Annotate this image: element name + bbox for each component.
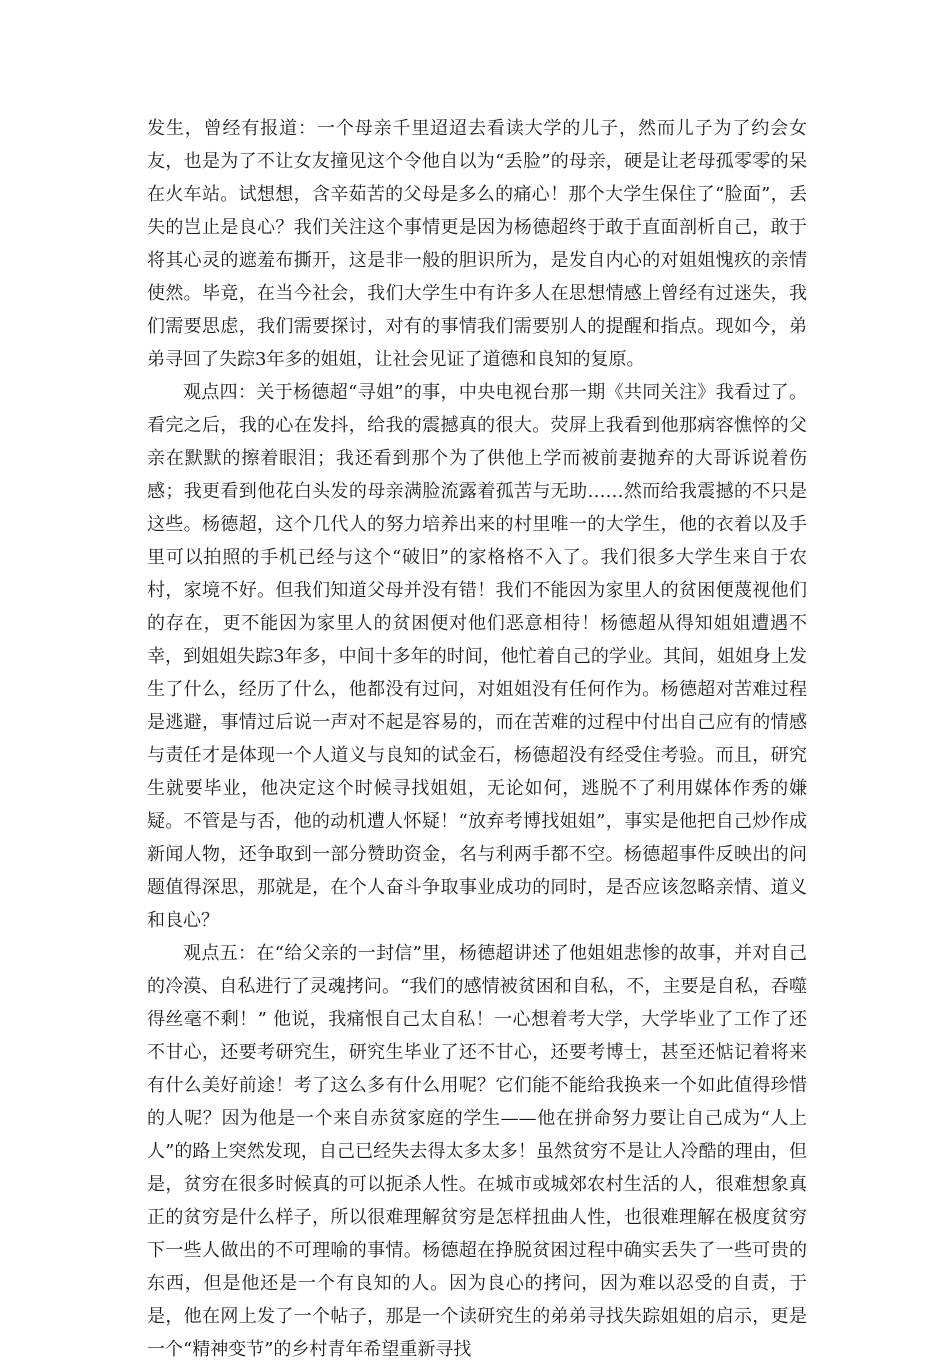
- document-body: [147, 112, 807, 1366]
- paragraph-viewpoint-five: 观点五：在“给父亲的一封信”里，杨德超讲述了他姐姐悲惨的故事，并对自己的冷漠、自私进行了灵魂拷问。“我们的感情被贫困和自私，不，主要是自私，吞噬得丝毫不剩！” 他说，我痛恨自己太自私！一心想着考大学，大学毕业了工作了还不甘心，还要考研究生，研究生毕业了还不甘心，还要考博士，甚至还惦记着将来有什么美好前途！考了这么多有什么用呢？它们能不能给我换来一个如此值得珍惜的人呢？因为他是一个来自赤贫家庭的学生——他在拼命努力要让自己成为“人上人”的路上突然发现，自己已经失去得太多太多！虽然贫穷不是让人冷酷的理由，但是，贫穷在很多时候真的可以扼杀人性。在城市或城郊农村生活的人，很难想象真正的贫穷是什么样子，所以很难理解贫穷是怎样扭曲人性，也很难理解在极度贫穷下一些人做出的不可理喻的事情。杨德超在挣脱贫困过程中确实丢失了一些可贵的东西，但是他还是一个有良知的人。因为良心的拷问，因为难以忍受的自责，于是，他在网上发了一个帖子，那是一个读研究生的弟弟寻找失踪姐姐的启示，更是一个“精神变节”的乡村青年希望重新寻找: [147, 943, 807, 1360]
- paragraph-viewpoint-four: 观点四：关于杨德超“寻姐”的事，中央电视台那一期《共同关注》我看过了。看完之后，我的心在发抖，给我的震撼真的很大。荧屏上我看到他那病容憔悴的父亲在默默的擦着眼泪；我还看到那个为了供他上学而被前妻抛弃的大哥诉说着伤感；我更看到他花白头发的母亲满脸流露着孤苦与无助……然而给我震撼的不只是这些。杨德超，这个几代人的努力培养出来的村里唯一的大学生，他的衣着以及手里可以拍照的手机已经与这个“破旧”的家格格不入了。我们很多大学生来自于农村，家境不好。但我们知道父母并没有错！我们不能因为家里人的贫困便蔑视他们的存在，更不能因为家里人的贫困便对他们恶意相待！杨德超从得知姐姐遭遇不幸，到姐姐失踪3年多，中间十多年的时间，他忙着自己的学业。其间，姐姐身上发生了什么，经历了什么，他都没有过问，对姐姐没有任何作为。杨德超对苦难过程是逃避，事情过后说一声对不起是容易的，而在苦难的过程中付出自己应有的情感与责任才是体现一个人道义与良知的试金石，杨德超没有经受住考验。而且，研究生就要毕业，他决定这个时候寻找姐姐，无论如何，逃脱不了利用媒体作秀的嫌疑。不管是与否，他的动机遭人怀疑！“放弃考博找姐姐”，事实是他把自己炒作成新闻人物，还争取到一部分赞助资金，名与利两手都不空。杨德超事件反映出的问题值得深思，那就是，在个人奋斗争取事业成功的同时，是否应该忽略亲情、道义和良心？: [147, 382, 807, 931]
- paragraph-continuation: 发生，曾经有报道：一个母亲千里迢迢去看读大学的儿子，然而儿子为了约会女友，也是为了不让女友撞见这个令他自以为“丢脸”的母亲，硬是让老母孤零零的呆在火车站。试想想，含辛茹苦的父母是多么的痛心！那个大学生保住了“脸面”，丢失的岂止是良心？我们关注这个事情更是因为杨德超终于敢于直面剖析自己，敢于将其心灵的遮羞布撕开，这是非一般的胆识所为，是发自内心的对姐姐愧疚的亲情使然。毕竟，在当今社会，我们大学生中有许多人在思想情感上曾经有过迷失，我们需要思虑，我们需要探讨，对有的事情我们需要别人的提醒和指点。现如今，弟弟寻回了失踪3年多的姐姐，让社会见证了道德和良知的复原。: [147, 118, 807, 370]
